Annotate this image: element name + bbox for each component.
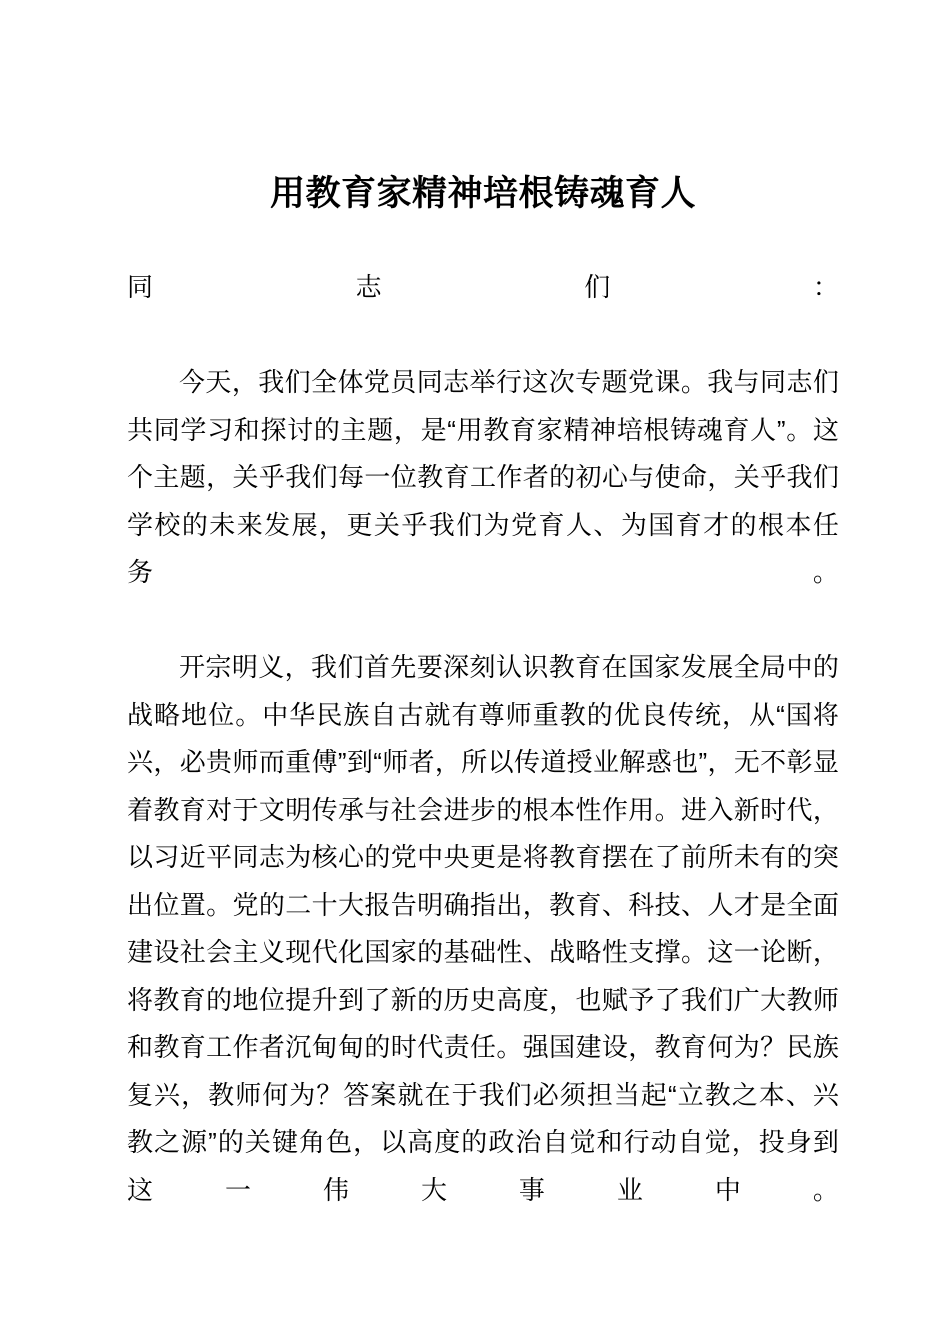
- body-paragraph-2: 开宗明义，我们首先要深刻认识教育在国家发展全局中的战略地位。中华民族自古就有尊师重教的优良传统，从“国将兴，必贵师而重傅”到“师者，所以传道授业解惑也”，无不彰显着教育对于文明传承与社会进步的根本性作用。进入新时代，以习近平同志为核心的党中央更是将教育摆在了前所未有的突出位置。党的二十大报告明确指出，教育、科技、人才是全面建设社会主义现代化国家的基础性、战略性支撑。这一论断，将教育的地位提升到了新的历史高度，也赋予了我们广大教师和教育工作者沉甸甸的时代责任。强国建设，教育何为？民族复兴，教师何为？答案就在于我们必须担当起“立教之本、兴教之源”的关键角色，以高度的政治自觉和行动自觉，投身到这一伟大事业中。: [127, 652, 839, 1205]
- document-text-block: [127, 0, 839, 1262]
- body-paragraph-1: 今天，我们全体党员同志举行这次专题党课。我与同志们共同学习和探讨的主题，是“用教育家精神培根铸魂育人”。这个主题，关乎我们每一位教育工作者的初心与使命，关乎我们学校的未来发展，更关乎我们为党育人、为国育才的根本任务。: [127, 367, 839, 587]
- page-title: 用教育家精神培根铸魂育人: [269, 174, 696, 213]
- salutation: 同志们：: [127, 272, 839, 302]
